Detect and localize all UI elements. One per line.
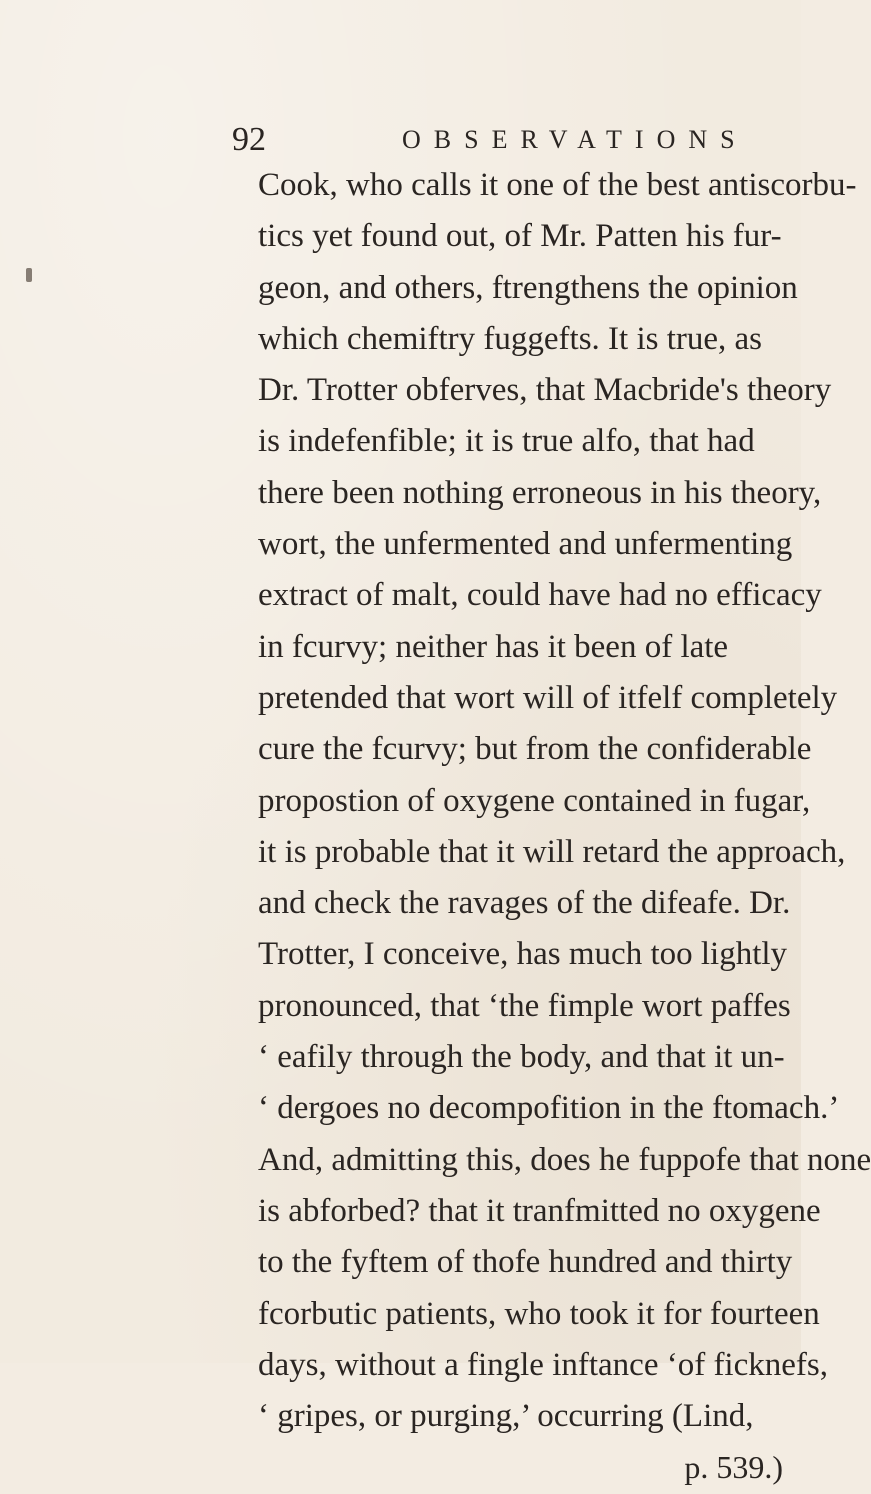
body-text <box>258 160 871 1494</box>
text-line: wort, the unfermented and unfermenting <box>258 526 793 563</box>
text-line: which chemiftry fuggefts. It is true, as <box>258 320 763 357</box>
text-line: Cook, who calls it one of the best antiscorbu- <box>258 167 857 203</box>
text-line: pretended that wort will of itfelf completely <box>258 679 838 716</box>
text-line: cure the fcurvy; but from the confiderable <box>258 731 812 768</box>
text-line: ‘ dergoes no decompofition in the ftomach.’ <box>258 1090 840 1127</box>
text-line: and check the ravages of the difeafe. Dr. <box>258 885 791 922</box>
page-header <box>232 118 802 162</box>
text-line: propostion of oxygene contained in fugar, <box>258 782 811 819</box>
text-line: fcorbutic patients, who took it for fourteen <box>258 1295 820 1332</box>
catchword-line <box>258 1442 793 1493</box>
text-line: there been nothing erroneous in his theory, <box>258 474 822 511</box>
text-line: in fcurvy; neither has it been of late <box>258 628 729 665</box>
text-line: Trotter, I conceive, has much too lightly <box>258 936 788 973</box>
text-line: And, admitting this, does he fuppofe that none <box>258 1141 871 1178</box>
text-line: geon, and others, ftrengthens the opinion <box>258 269 798 306</box>
text-line: is indefenfible; it is true alfo, that had <box>258 423 755 460</box>
text-line: pronounced, that ‘the fimple wort paffes <box>258 987 791 1024</box>
catchword: p. 539.) <box>684 1449 783 1486</box>
text-line: it is probable that it will retard the approach, <box>258 833 846 870</box>
text-line: ‘ eafily through the body, and that it un- <box>258 1039 785 1076</box>
text-line: ‘ gripes, or purging,’ occurring (Lind, <box>258 1398 754 1435</box>
text-line: days, without a fingle inftance ‘of ficknefs, <box>258 1346 828 1383</box>
text-line: tics yet found out, of Mr. Patten his fur- <box>258 218 782 255</box>
running-head: OBSERVATIONS <box>402 125 748 154</box>
text-line: is abforbed? that it tranfmitted no oxygene <box>258 1192 821 1229</box>
text-line: to the fyftem of thofe hundred and thirty <box>258 1244 793 1281</box>
page-number: 92 <box>232 121 266 158</box>
page-edge-mark <box>26 268 32 282</box>
text-line: extract of malt, could have had no efficacy <box>258 577 822 614</box>
text-line: Dr. Trotter obferves, that Macbride's theory <box>258 372 832 409</box>
